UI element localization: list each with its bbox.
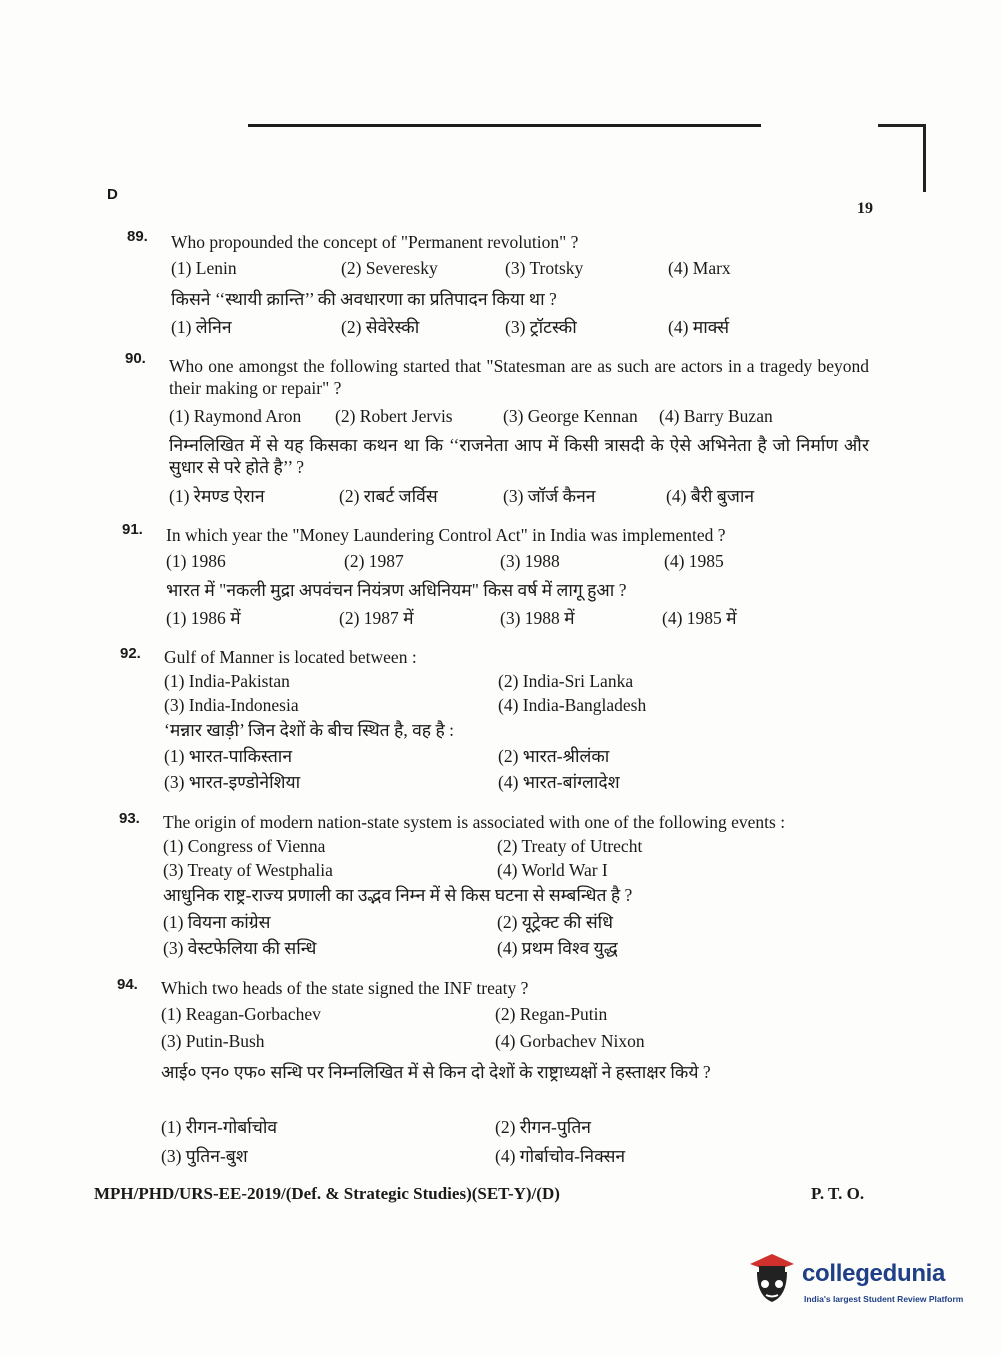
option: (3) 1988 (500, 551, 560, 571)
options-en (169, 406, 889, 430)
option: (4) Barry Buzan (659, 406, 773, 426)
options-hi (164, 744, 884, 768)
question-text-hi: किसने ‘‘स्थायी क्रान्ति’’ की अवधारणा का प्रतिपादन किया था ? (171, 289, 557, 309)
options-en (161, 1004, 881, 1028)
question-text-hi: ‘मन्नार खाड़ी’ जिन देशों के बीच स्थित है, वह है : (164, 720, 455, 740)
student-mascot-icon (744, 1250, 796, 1308)
option: (4) World War I (497, 860, 608, 880)
top-rule (248, 124, 761, 127)
option: (3) India-Indonesia (164, 695, 299, 715)
option: (3) वेस्टफेलिया की सन्धि (163, 938, 317, 958)
option: (1) India-Pakistan (164, 671, 290, 691)
option: (3) जॉर्ज कैनन (503, 486, 596, 506)
question-text-hi: आई० एन० एफ० सन्धि पर निम्नलिखित में से किन दो देशों के राष्ट्राध्यक्षों ने हस्ताक्षर किये ? (161, 1062, 711, 1082)
option: (4) बैरी बुजान (666, 486, 755, 506)
page-number: 19 (857, 200, 873, 217)
question-number: 90. (125, 350, 146, 367)
option: (4) Marx (668, 258, 731, 278)
option: (2) राबर्ट जर्विस (339, 486, 438, 506)
options-en (164, 671, 884, 695)
pto-label: P. T. O. (811, 1184, 865, 1203)
option: (1) Lenin (171, 258, 237, 278)
option: (2) 1987 में (339, 608, 414, 628)
question-text-en: Who propounded the concept of "Permanent revolution" ? (171, 232, 579, 252)
options-hi (163, 936, 883, 960)
option: (1) भारत-पाकिस्तान (164, 746, 293, 766)
option: (1) 1986 (166, 551, 226, 571)
options-en (164, 695, 884, 719)
question-number: 92. (120, 645, 141, 662)
option: (1) 1986 में (166, 608, 241, 628)
option: (4) 1985 में (662, 608, 737, 628)
option: (2) Treaty of Utrecht (497, 836, 643, 856)
option: (1) रीगन-गोर्बाचोव (161, 1117, 278, 1137)
question-text-en: In which year the "Money Laundering Control Act" in India was implemented ? (166, 525, 726, 545)
option: (1) रेमण्ड ऐरान (169, 486, 265, 506)
option: (4) 1985 (664, 551, 724, 571)
option: (2) Regan-Putin (495, 1004, 608, 1024)
options-hi (163, 910, 883, 934)
options-hi (166, 606, 886, 630)
crop-mark (923, 124, 926, 192)
option: (2) Robert Jervis (335, 406, 453, 426)
option: (2) India-Sri Lanka (498, 671, 634, 691)
option: (3) George Kennan (503, 406, 638, 426)
question-number: 93. (119, 810, 140, 827)
question-number: 89. (127, 228, 148, 245)
option: (3) ट्रॉटस्की (505, 317, 577, 337)
options-en (163, 836, 883, 860)
question-text-en: Who one amongst the following started that "Statesman are as such are actors in a tragedy beyond their making or repair" ? (169, 356, 869, 398)
option: (1) Reagan-Gorbachev (161, 1004, 321, 1024)
option: (3) भारत-इण्डोनेशिया (164, 772, 301, 792)
question-text-hi: भारत में "नकली मुद्रा अपवंचन नियंत्रण अधिनियम" किस वर्ष में लागू हुआ ? (166, 580, 627, 600)
options-en (163, 860, 883, 884)
option: (2) सेवेरेस्की (341, 317, 420, 337)
option: (3) Putin-Bush (161, 1031, 265, 1051)
option: (2) रीगन-पुतिन (495, 1117, 592, 1137)
option: (4) भारत-बांग्लादेश (498, 772, 620, 792)
option: (2) Severesky (341, 258, 438, 278)
options-en (161, 1031, 881, 1055)
option: (2) भारत-श्रीलंका (498, 746, 610, 766)
option: (3) Trotsky (505, 258, 584, 278)
option: (4) प्रथम विश्व युद्ध (497, 938, 618, 958)
options-hi (171, 315, 891, 339)
option: (1) Congress of Vienna (163, 836, 326, 856)
options-en (166, 551, 886, 575)
question-number: 94. (117, 976, 138, 993)
set-letter: D (107, 186, 118, 203)
option: (4) मार्क्स (668, 317, 730, 337)
option: (3) Treaty of Westphalia (163, 860, 333, 880)
options-hi (161, 1144, 881, 1168)
option: (1) Raymond Aron (169, 406, 302, 426)
brand-tagline: India's largest Student Review Platform (804, 1294, 964, 1304)
options-hi (161, 1115, 881, 1139)
brand-name: collegedunia (802, 1260, 946, 1287)
option: (4) India-Bangladesh (498, 695, 647, 715)
option: (1) लेनिन (171, 317, 232, 337)
option: (2) 1987 (344, 551, 404, 571)
question-text-en: Which two heads of the state signed the INF treaty ? (161, 978, 529, 998)
option: (4) Gorbachev Nixon (495, 1031, 645, 1051)
option: (3) पुतिन-बुश (161, 1146, 248, 1166)
option: (3) 1988 में (500, 608, 575, 628)
options-hi (169, 484, 889, 508)
option: (2) यूट्रेक्ट की संधि (497, 912, 613, 932)
options-en (171, 258, 891, 282)
option: (4) गोर्बाचोव-निक्सन (495, 1146, 626, 1166)
question-text-en: The origin of modern nation-state system is associated with one of the following events : (163, 812, 786, 832)
question-number: 91. (122, 521, 143, 538)
options-hi (164, 770, 884, 794)
paper-code: MPH/PHD/URS-EE-2019/(Def. & Strategic Studies)(SET-Y)/(D) (94, 1184, 560, 1203)
question-text-hi: निम्नलिखित में से यह किसका कथन था कि ‘‘राजनेता आप में किसी त्रासदी के ऐसे अभिनेता है जो निर्माण और सुधार से परे होते है’’ ? (169, 435, 869, 477)
question-text-hi: आधुनिक राष्ट्र-राज्य प्रणाली का उद्भव निम्न में से किस घटना से सम्बन्धित है ? (163, 885, 633, 905)
crop-mark (878, 124, 926, 127)
question-text-en: Gulf of Manner is located between : (164, 647, 417, 667)
option: (1) वियना कांग्रेस (163, 912, 271, 932)
watermark-logo (744, 1250, 969, 1312)
